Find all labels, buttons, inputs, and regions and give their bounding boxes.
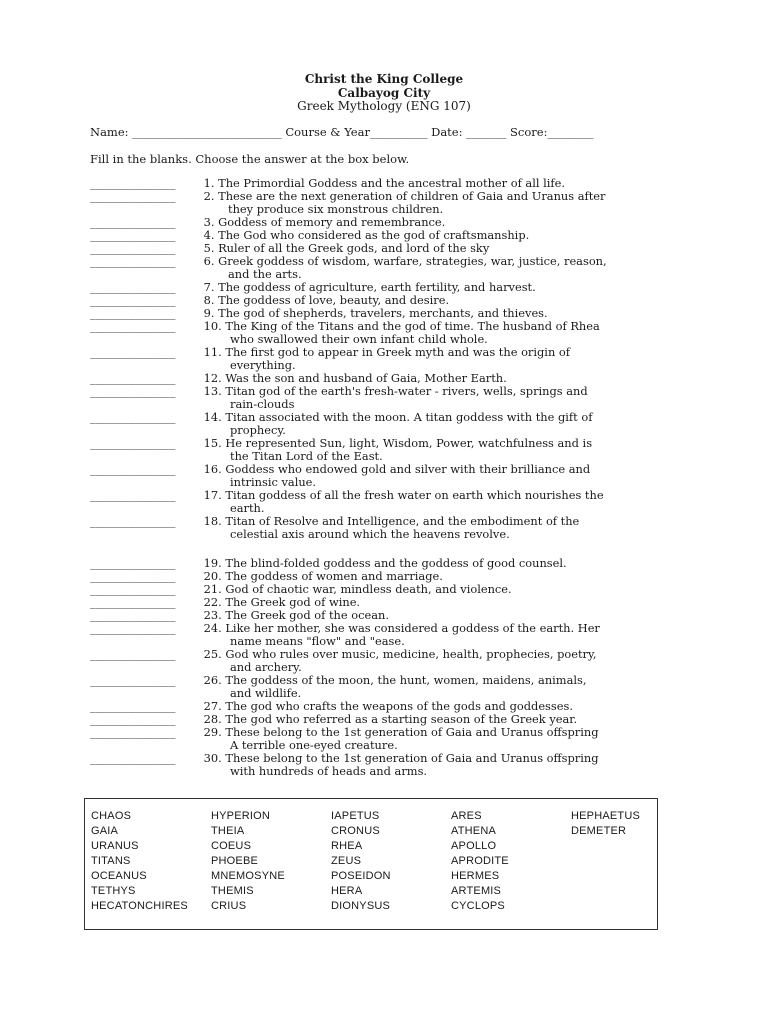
question-text: Titan of Resolve and Intelligence, and the embodiment of the (225, 514, 580, 528)
question-text: He represented Sun, light, Wisdom, Power, watchfulness and is (225, 436, 593, 450)
question-item (90, 489, 690, 515)
question-number: 30. (200, 751, 226, 765)
answer-blank: _______________ (90, 712, 176, 726)
question-number: 20. (200, 569, 226, 583)
question-number: 2. (200, 189, 219, 203)
question-number: 24. (200, 621, 226, 635)
answer-choice: CRIUS (211, 900, 247, 912)
answer-blank: _______________ (90, 189, 176, 203)
question-item (90, 346, 690, 372)
answer-blank: _______________ (90, 293, 176, 307)
question-number: 19. (200, 556, 226, 570)
question-text-continued: with hundreds of heads and arms. (230, 764, 428, 778)
answer-blank: _______________ (90, 514, 176, 528)
answer-blank: _______________ (90, 319, 176, 333)
instructions: Fill in the blanks. Choose the answer at the box below. (90, 152, 410, 166)
answer-blank: _______________ (90, 556, 176, 570)
question-text-continued: who swallowed their own infant child whole. (230, 332, 488, 346)
question-text: Ruler of all the Greek gods, and lord of the sky (218, 241, 490, 255)
answer-blank: _______________ (90, 699, 176, 713)
answer-blank: _______________ (90, 608, 176, 622)
question-item (90, 648, 690, 674)
answer-blank: _______________ (90, 254, 176, 268)
answer-choice: TETHYS (91, 885, 136, 897)
question-item (90, 583, 690, 596)
question-number: 18. (200, 514, 226, 528)
course-title: Greek Mythology (ENG 107) (297, 99, 471, 113)
question-item (90, 463, 690, 489)
question-text-continued: earth. (230, 501, 265, 515)
question-item (90, 411, 690, 437)
question-text-continued: name means "flow" and "ease. (230, 634, 405, 648)
question-text: Titan associated with the moon. A titan goddess with the gift of (225, 410, 593, 424)
question-text-continued: and archery. (230, 660, 302, 674)
question-number: 7. (200, 280, 219, 294)
answer-choice: TITANS (91, 855, 131, 867)
answer-choice: URANUS (91, 840, 139, 852)
answer-choice: MNEMOSYNE (211, 870, 285, 882)
answer-choice: GAIA (91, 825, 119, 837)
question-number: 9. (200, 306, 219, 320)
question-number: 21. (200, 582, 226, 596)
question-number: 22. (200, 595, 226, 609)
school-name: Christ the King College (304, 72, 464, 86)
answer-choice: APOLLO (451, 840, 497, 852)
question-text: The god of shepherds, travelers, merchants, and thieves. (218, 306, 548, 320)
question-number: 5. (200, 241, 219, 255)
question-text-continued: intrinsic value. (230, 475, 317, 489)
answer-choice: DIONYSUS (331, 900, 391, 912)
question-text: These belong to the 1st generation of Gaia and Uranus offspring (225, 751, 599, 765)
student-info-line: Name: __________________________ Course & Year__________ Date: _______ Score:________ (90, 125, 594, 139)
question-text-continued: everything. (230, 358, 296, 372)
question-text: Titan god of the earth's fresh-water - rivers, wells, springs and (225, 384, 588, 398)
question-text: These are the next generation of children of Gaia and Uranus after (218, 189, 606, 203)
question-text: Was the son and husband of Gaia, Mother Earth. (225, 371, 507, 385)
answer-choice: APRODITE (451, 855, 509, 867)
question-number: 26. (200, 673, 226, 687)
question-text: God who rules over music, medicine, health, prophecies, poetry, (225, 647, 597, 661)
question-text: Like her mother, she was considered a goddess of the earth. Her (225, 621, 600, 635)
question-item (90, 320, 690, 346)
answer-blank: _______________ (90, 215, 176, 229)
answer-choice: RHEA (331, 840, 363, 852)
answer-blank: _______________ (90, 488, 176, 502)
question-number: 17. (200, 488, 226, 502)
answer-choice: HYPERION (211, 810, 271, 822)
answer-choice: HERMES (451, 870, 500, 882)
question-text: Titan goddess of all the fresh water on earth which nourishes the (225, 488, 604, 502)
answer-column (211, 809, 285, 914)
answer-blank: _______________ (90, 371, 176, 385)
question-number: 6. (200, 254, 219, 268)
answer-blank: _______________ (90, 436, 176, 450)
question-number: 23. (200, 608, 226, 622)
answer-blank: _______________ (90, 176, 176, 190)
question-text: The goddess of the moon, the hunt, women, maidens, animals, (225, 673, 587, 687)
school-city: Calbayog City (337, 86, 431, 100)
question-text: Goddess who endowed gold and silver with their brilliance and (225, 462, 591, 476)
answer-blank: _______________ (90, 241, 176, 255)
question-text: The goddess of women and marriage. (225, 569, 443, 583)
answer-blank: _______________ (90, 384, 176, 398)
answer-blank: _______________ (90, 462, 176, 476)
question-item (90, 385, 690, 411)
question-text-continued: and wildlife. (230, 686, 302, 700)
question-number: 25. (200, 647, 226, 661)
answer-choice: ATHENA (451, 825, 497, 837)
question-item (90, 622, 690, 648)
question-item (90, 515, 690, 541)
question-text: Greek goddess of wisdom, warfare, strategies, war, justice, reason, (218, 254, 607, 268)
answer-choice: ZEUS (331, 855, 362, 867)
question-item (90, 190, 690, 216)
answer-choice: HEPHAETUS (571, 810, 641, 822)
answer-blank: _______________ (90, 582, 176, 596)
answer-choice: POSEIDON (331, 870, 391, 882)
answer-choice: IAPETUS (331, 810, 380, 822)
question-item (90, 255, 690, 281)
answer-column (451, 809, 509, 914)
answer-blank: _______________ (90, 306, 176, 320)
answer-blank: _______________ (90, 725, 176, 739)
question-number: 3. (200, 215, 219, 229)
question-text: The god who crafts the weapons of the gods and goddesses. (225, 699, 573, 713)
answer-column (571, 809, 640, 839)
question-number: 10. (200, 319, 226, 333)
question-item (90, 596, 690, 609)
answer-blank: _______________ (90, 410, 176, 424)
question-text: The god who referred as a starting season of the Greek year. (225, 712, 578, 726)
question-text: The Greek god of the ocean. (225, 608, 389, 622)
question-text: The Greek god of wine. (225, 595, 361, 609)
answer-choice: THEMIS (211, 885, 254, 897)
answer-blank: _______________ (90, 595, 176, 609)
question-text: The goddess of love, beauty, and desire. (218, 293, 450, 307)
question-text: The King of the Titans and the god of time. The husband of Rhea (225, 319, 600, 333)
answer-blank: _______________ (90, 345, 176, 359)
answer-blank: _______________ (90, 280, 176, 294)
question-number: 14. (200, 410, 226, 424)
question-number: 11. (200, 345, 226, 359)
question-text-continued: A terrible one-eyed creature. (230, 738, 398, 752)
answer-choice: ARTEMIS (451, 885, 502, 897)
answer-choice: THEIA (211, 825, 245, 837)
question-text-continued: prophecy. (230, 423, 286, 437)
question-text: Goddess of memory and remembrance. (218, 215, 446, 229)
answer-choice: OCEANUS (91, 870, 147, 882)
question-text-continued: and the arts. (228, 267, 302, 281)
answer-blank: _______________ (90, 673, 176, 687)
question-text: The God who considered as the god of craftsmanship. (218, 228, 530, 242)
answer-box (84, 798, 658, 930)
question-number: 16. (200, 462, 226, 476)
question-number: 29. (200, 725, 226, 739)
answer-blank: _______________ (90, 647, 176, 661)
answer-blank: _______________ (90, 228, 176, 242)
answer-choice: HECATONCHIRES (91, 900, 188, 912)
question-text: The goddess of agriculture, earth fertility, and harvest. (218, 280, 536, 294)
question-number: 13. (200, 384, 226, 398)
question-text: The Primordial Goddess and the ancestral mother of all life. (218, 176, 565, 190)
question-item (90, 437, 690, 463)
question-number: 4. (200, 228, 219, 242)
answer-choice: ARES (451, 810, 482, 822)
answer-blank: _______________ (90, 751, 176, 765)
question-text-continued: they produce six monstrous children. (228, 202, 444, 216)
question-text-continued: the Titan Lord of the East. (230, 449, 383, 463)
question-number: 8. (200, 293, 219, 307)
answer-choice: CHAOS (91, 810, 132, 822)
question-number: 15. (200, 436, 226, 450)
answer-choice: CYCLOPS (451, 900, 505, 912)
question-text: These belong to the 1st generation of Gaia and Uranus offspring (225, 725, 599, 739)
question-text-continued: celestial axis around which the heavens revolve. (230, 527, 510, 541)
answer-column (91, 809, 188, 914)
question-number: 28. (200, 712, 226, 726)
answer-column (331, 809, 391, 914)
question-text-continued: rain-clouds (230, 397, 295, 411)
answer-blank: _______________ (90, 621, 176, 635)
answer-choice: DEMETER (571, 825, 627, 837)
question-item (90, 674, 690, 700)
question-text: The first god to appear in Greek myth and was the origin of (225, 345, 570, 359)
question-item (90, 726, 690, 752)
answer-choice: COEUS (211, 840, 252, 852)
question-number: 12. (200, 371, 226, 385)
answer-choice: HERA (331, 885, 363, 897)
answer-blank: _______________ (90, 569, 176, 583)
question-number: 1. (200, 176, 219, 190)
answer-choice: PHOEBE (211, 855, 259, 867)
answer-choice: CRONUS (331, 825, 380, 837)
question-text: The blind-folded goddess and the goddess of good counsel. (225, 556, 567, 570)
question-text: God of chaotic war, mindless death, and violence. (225, 582, 512, 596)
question-item (90, 752, 690, 778)
question-number: 27. (200, 699, 226, 713)
